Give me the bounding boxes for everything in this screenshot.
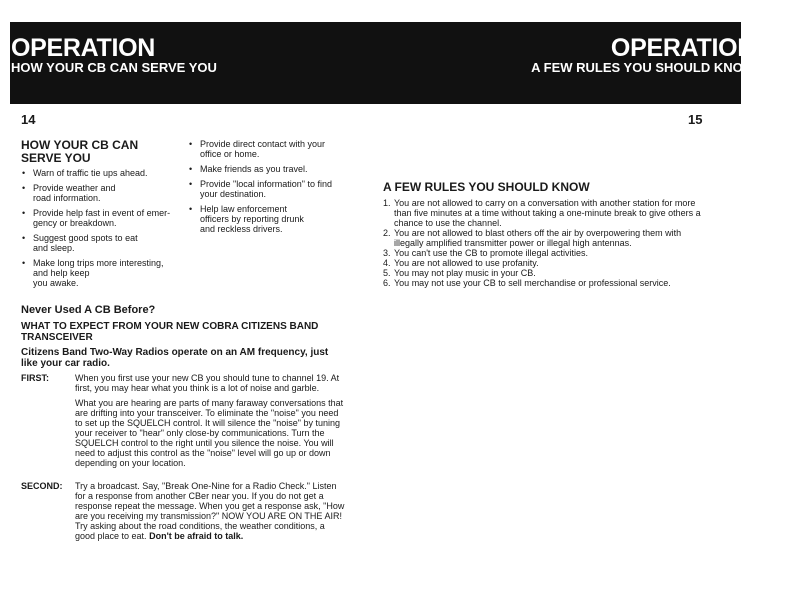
list-item: • Provide weather and road information. bbox=[21, 183, 186, 203]
serve-list-2 bbox=[188, 139, 353, 239]
list-item: • Warn of traffic tie ups ahead. bbox=[21, 168, 186, 178]
lead-paragraph: Citizens Band Two-Way Radios operate on an AM frequency, just like your car radio. bbox=[21, 347, 329, 369]
second-paragraph: Try a broadcast. Say, "Break One-Nine for a Radio Check." Listen for a response from another CBer near you. If you do not get a response repeat the message. When you get a response ask, "How are you receiving my transmission?" NOW YOU ARE ON THE AIR! Try asking about the road conditions, the weather conditions, a good place to eat. bbox=[75, 481, 345, 541]
rules-list bbox=[383, 198, 703, 288]
rule-item: 3. You can't use the CB to promote illegal activities. bbox=[383, 248, 588, 258]
list-item: • Provide direct contact with your office or home. bbox=[188, 139, 353, 159]
left-page-number: 14 bbox=[21, 112, 36, 127]
serve-list-1 bbox=[21, 168, 186, 293]
rules-heading: A FEW RULES YOU SHOULD KNOW bbox=[383, 180, 590, 194]
list-item: • Provide "local information" to find your destination. bbox=[188, 179, 353, 199]
list-item: • Provide help fast in event of emer- gency or breakdown. bbox=[21, 208, 186, 228]
expect-subheading: WHAT TO EXPECT FROM YOUR NEW COBRA CITIZENS BAND TRANSCEIVER bbox=[21, 321, 319, 343]
rule-item: 5. You may not play music in your CB. bbox=[383, 268, 536, 278]
second-label: SECOND: bbox=[21, 481, 63, 491]
right-header bbox=[531, 35, 755, 75]
rule-item: 2. You are not allowed to blast others off the air by overpowering them with illegally amplified transmitter power or illegal high antennas. bbox=[383, 228, 682, 248]
second-bold-text: Don't be afraid to talk. bbox=[149, 531, 244, 541]
first-step bbox=[21, 373, 351, 483]
rule-item: 1. You are not allowed to carry on a conversation with another station for more than five minutes at a time without taking a one-minute break to give others a chance to use the channel. bbox=[383, 198, 701, 228]
left-header bbox=[11, 35, 217, 75]
list-item: • Make friends as you travel. bbox=[188, 164, 353, 174]
right-header-title: OPERATION bbox=[610, 34, 755, 62]
list-item: • Help law enforcement officers by reporting drunk and reckless drivers. bbox=[188, 204, 353, 234]
second-text bbox=[75, 481, 347, 541]
first-paragraph-2: What you are hearing are parts of many faraway conversations that are drifting into your transceiver. To eliminate the "noise" you need to set up the SQUELCH control. It will silence the "noise" by tuning your receiver to "hear" only close-by communications. Turn the SQUELCH control to the right until you silence the noise. You will need to adjust this control as the "noise" level will go up or down depending on your location. bbox=[75, 398, 344, 468]
left-header-subtitle: HOW YOUR CB CAN SERVE YOU bbox=[11, 60, 217, 75]
rule-item: 4. You are not allowed to use profanity. bbox=[383, 258, 539, 268]
right-page-number: 15 bbox=[688, 112, 703, 127]
left-header-title: OPERATION bbox=[11, 34, 156, 62]
second-step bbox=[21, 481, 351, 561]
serve-heading: HOW YOUR CB CAN SERVE YOU bbox=[21, 138, 139, 165]
never-used-heading: Never Used A CB Before? bbox=[21, 304, 156, 316]
list-item: • Suggest good spots to eat and sleep. bbox=[21, 233, 186, 253]
first-text bbox=[75, 373, 347, 473]
right-header-subtitle: A FEW RULES YOU SHOULD KNOW bbox=[531, 60, 755, 75]
first-label: FIRST: bbox=[21, 373, 49, 383]
rule-item: 6. You may not use your CB to sell merchandise or professional service. bbox=[383, 278, 671, 288]
list-item: • Make long trips more interesting, and help keep you awake. bbox=[21, 258, 186, 288]
first-paragraph-1: When you first use your new CB you should tune to channel 19. At first, you may hear what you think is a lot of noise and garble. bbox=[75, 373, 340, 393]
